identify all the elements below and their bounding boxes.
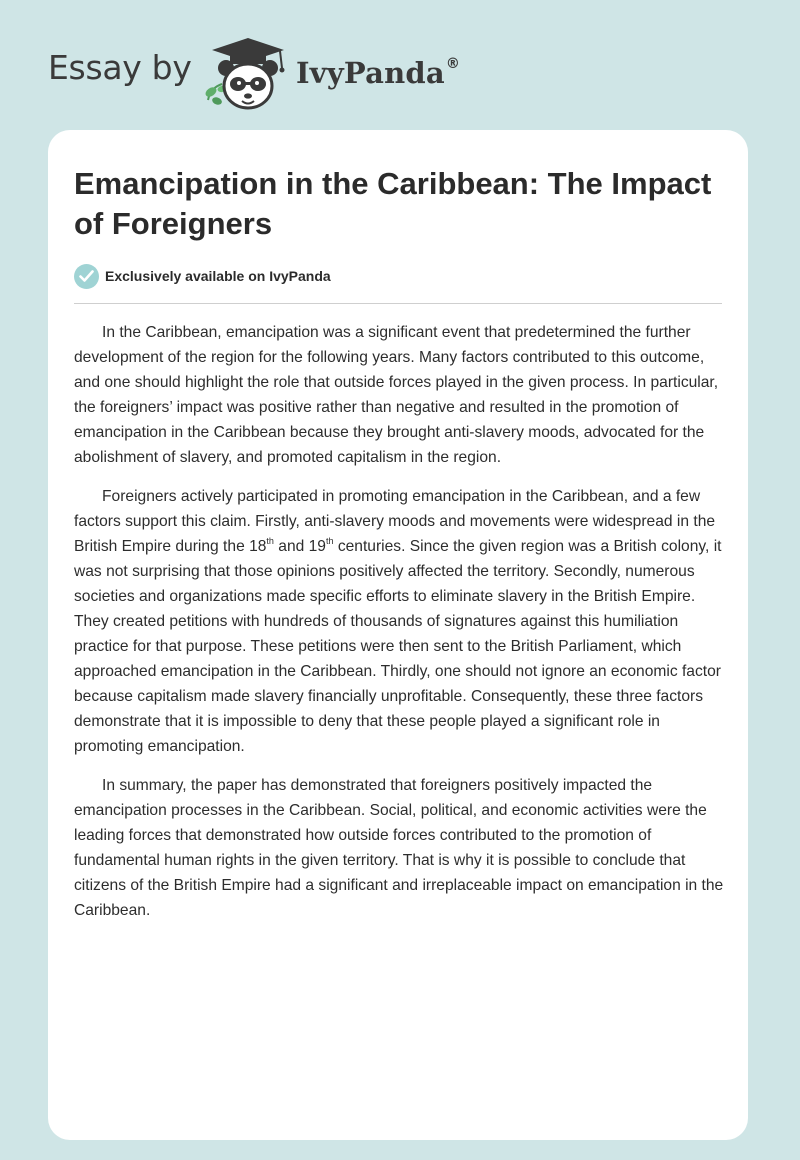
paragraph: In summary, the paper has demonstrated that foreigners positively impacted the emancipation processes in the Caribbean. Social, political, and economic activities were the leading forces that demonstrated how outside forces contributed to the promotion of fundamental human rights in the given territory. That is why it is possible to conclude that citizens of the British Empire had a significant and irreplaceable impact on emancipation in the Caribbean. xyxy=(74,777,724,919)
exclusive-badge xyxy=(74,264,474,290)
panda-graduate-icon xyxy=(202,34,294,112)
essay-card xyxy=(48,130,748,1140)
essay-body xyxy=(74,320,724,937)
brand-logo[interactable] xyxy=(48,34,548,114)
divider xyxy=(74,303,722,304)
brand-name: IvyPanda® xyxy=(296,56,461,90)
registered-mark: ® xyxy=(445,56,461,72)
badge-text: Exclusively available on IvyPanda xyxy=(105,268,331,284)
paragraph: In the Caribbean, emancipation was a significant event that predetermined the further development of the region for the following years. Many factors contributed to this outcome, and one should highlight the role that outside forces played in the given process. In particular, the foreigners’ impact was positive rather than negative and resulted in the promotion of emancipation in the Caribbean because they brought anti-slavery moods, advocated for the abolishment of slavery, and promoted capitalism in the region. xyxy=(74,324,719,466)
brand-prefix: Essay by xyxy=(48,48,192,87)
paragraph: Foreigners actively participated in promoting emancipation in the Caribbean, and a few factors support this claim. Firstly, anti-slavery moods and movements were widespread in the British Empire during the 18th and 19th centuries. Since the given region was a British colony, it was not surprising that those opinions positively affected the territory. Secondly, numerous societies and organizations made specific efforts to eliminate slavery in the British Empire. They created petitions with hundreds of thousands of signatures against this humiliation practice for that purpose. These petitions were then sent to the British Parliament, which approached emancipation in the Caribbean. Thirdly, one should not ignore an economic factor because capitalism made slavery financially unprofitable. Consequently, these three factors demonstrate that it is impossible to deny that these people played a significant role in promoting emancipation. xyxy=(74,488,722,755)
essay-title: Emancipation in the Caribbean: The Impact of Foreigners xyxy=(74,166,712,241)
check-circle-icon xyxy=(74,264,99,289)
